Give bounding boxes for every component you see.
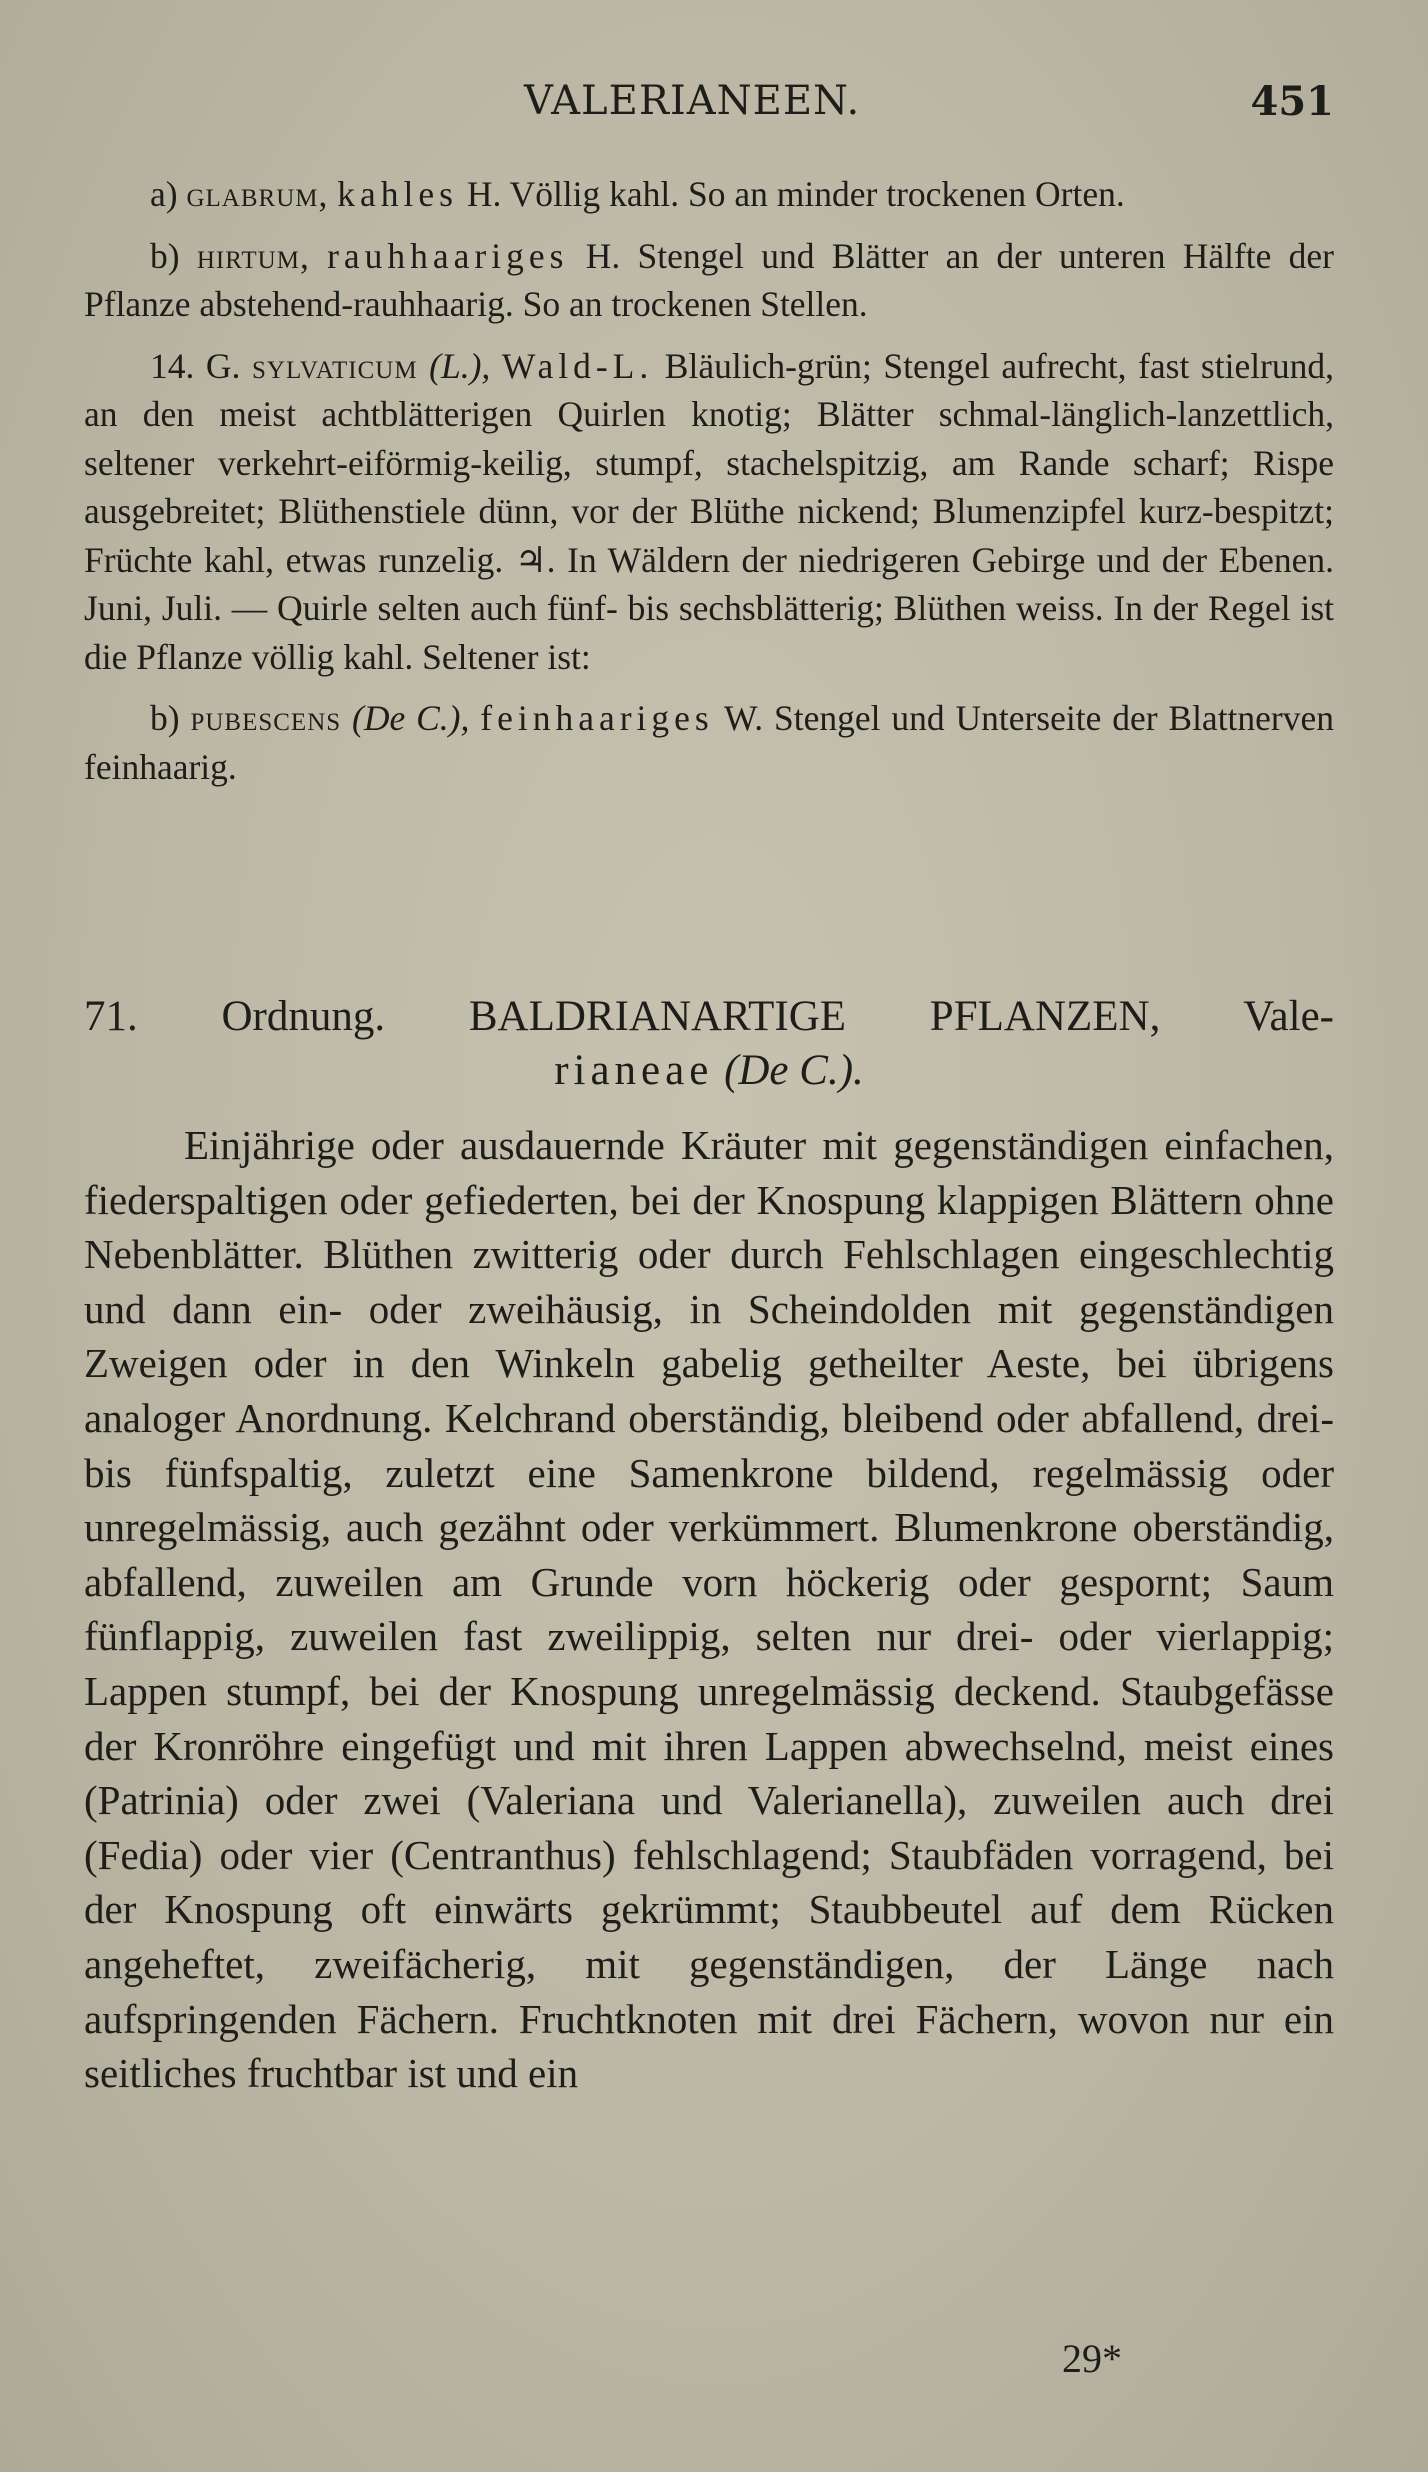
variety-b-description: H. Stengel und Blätter an der unteren Hälfte der Pflanze abstehend-rauhhaarig. So an trockenen Stellen. [84, 235, 1334, 324]
variety-b-german-name: rauhhaariges [327, 235, 569, 276]
upper-text-block [84, 170, 1334, 804]
variety-b-paragraph [84, 232, 1334, 329]
variety-a-german-name: kahles [337, 174, 458, 214]
variety-a-label: a) [150, 174, 178, 214]
order-description-paragraph: Einjährige oder ausdauernde Kräuter mit gegenständigen einfachen, fiederspaltigen oder gefiederten, bei der Knospung klappigen Blättern ohne Nebenblätter. Blüthen zwitterig oder durch Fehlschlagen eingeschlechtig und dann ein- oder zweihäusig, in Scheindolden mit gegenständigen Zweigen oder in den Winkeln gabelig getheilter Aeste, bei übrigens analoger Anordnung. Kelchrand oberständig, bleibend oder abfallend, drei- bis fünfspaltig, zuletzt eine Samenkrone bildend, regelmässig oder unregelmässig, auch gezähnt oder verkümmert. Blumenkrone oberständig, abfallend, zuweilen am Grunde vorn höckerig oder gespornt; Saum fünflappig, zuweilen fast zweilippig, selten nur drei- oder vierlappig; Lappen stumpf, bei der Knospung unregelmässig deckend. Staubgefässe der Kronröhre eingefügt und mit ihren Lappen abwechselnd, meist eines (Patrinia) oder zwei (Valeriana und Valerianella), zuweilen auch drei (Fedia) oder vier (Centranthus) fehlschlagend; Staubfäden vorragend, bei der Knospung oft einwärts gekrümmt; Staubbeutel auf dem Rücken angeheftet, zweifächerig, mit gegenständigen, der Länge nach aufspringenden Fächern. Fruchtknoten mit drei Fächern, wovon nur ein seitliches fruchtbar ist und ein [84, 1122, 1334, 2097]
variety-b-latin-name: hirtum, [196, 235, 310, 276]
variety-pubescens-label: b) [150, 698, 180, 738]
page-number: 451 [1250, 78, 1334, 125]
signature-mark: 29* [1062, 2336, 1122, 2381]
order-heading-line-1: 71. Ordnung. BALDRIANARTIGE PFLANZEN, Vale- [84, 993, 1334, 1040]
page-header [84, 78, 1334, 138]
order-latin-name: rianeae [554, 1047, 714, 1094]
order-heading [84, 990, 1334, 1098]
order-authority: (De C.). [724, 1047, 864, 1094]
running-title: VALERIANEEN. [524, 78, 861, 124]
variety-a-latin-name: glabrum, [186, 174, 329, 214]
variety-pubescens-german-name: feinhaariges [480, 698, 714, 738]
species-14-paragraph [84, 342, 1334, 682]
variety-a-description: H. Völlig kahl. So an minder trockenen Orten. [466, 174, 1125, 214]
variety-pubescens-paragraph [84, 694, 1334, 791]
species-14-number: 14. G. [150, 345, 241, 386]
species-14-description: Bläulich-grün; Stengel aufrecht, fast stielrund, an den meist achtblätterigen Quirlen knotig; Blätter schmal-länglich-lanzettlich, seltener verkehrt-eiförmig-keilig, stumpf, stachelspitzig, am Rande scharf; Rispe ausgebreitet; Blüthenstiele dünn, vor der Blüthe nickend; Blumenzipfel kurz-bespitzt; Früchte kahl, etwas runzelig. ♃. In Wäldern der niedrigeren Gebirge und der Ebenen. Juni, Juli. — Quirle selten auch fünf- bis sechsblätterig; Blüthen weiss. In der Regel ist die Pflanze völlig kahl. Seltener ist: [84, 345, 1335, 677]
order-description-block [84, 1118, 1334, 2101]
species-14-german-name: Wald-L. [501, 345, 654, 386]
order-heading-line-2 [84, 1044, 1334, 1098]
variety-pubescens-latin-name: pubescens [190, 698, 342, 738]
variety-pubescens-authority: (De C.), [352, 698, 470, 738]
variety-a-paragraph [84, 170, 1334, 219]
variety-pubescens-description: W. Stengel und Unterseite der Blattnerven feinhaarig. [84, 698, 1335, 787]
species-14-latin-name: sylvaticum [251, 345, 418, 386]
variety-b-label: b) [150, 235, 180, 276]
species-14-authority: (L.), [429, 345, 491, 386]
